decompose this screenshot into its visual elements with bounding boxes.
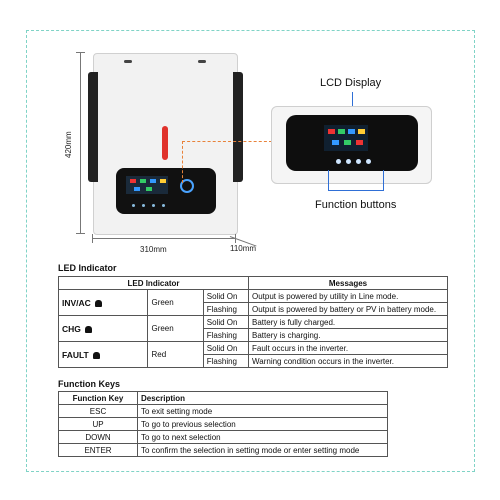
led-state: Flashing [203,329,248,342]
led-state: Flashing [203,355,248,368]
led-name: INV/AC [62,297,91,308]
function-description: To confirm the selection in setting mode or enter setting mode [138,444,388,457]
function-key: DOWN [59,431,138,444]
mount-slot [198,60,206,63]
function-description: To exit setting mode [138,405,388,418]
led-color: Green [148,316,203,342]
description-header: Description [138,392,388,405]
function-keys-table [58,391,388,457]
button-dot [162,204,165,207]
led-message: Output is powered by utility in Line mode. [249,290,448,303]
led-name-cell [59,342,148,368]
callout-leader-horizontal [182,141,272,142]
mount-slot [124,60,132,63]
led-indicator-header: LED Indicator [59,277,249,290]
button-dot [142,204,145,207]
led-name-cell [59,290,148,316]
function-key: ESC [59,405,138,418]
button-dot [152,204,155,207]
led-table [58,276,448,368]
enter-key-icon [366,159,371,164]
led-message: Output is powered by battery or PV in battery mode. [249,303,448,316]
function-description: To go to next selection [138,431,388,444]
callout-panel-face [286,115,418,171]
led-state: Solid On [203,290,248,303]
function-key-header: Function Key [59,392,138,405]
height-label: 420mm [64,131,73,158]
led-message: Fault occurs in the inverter. [249,342,448,355]
led-name: CHG [62,323,81,334]
led-name-cell [59,316,148,342]
bell-icon [95,300,102,307]
depth-label: 110mm [230,244,257,253]
function-buttons-label: Function buttons [315,199,397,211]
up-key-icon [346,159,351,164]
right-side-cap [233,72,243,182]
led-color: Green [148,290,203,316]
led-section-title: LED Indicator [58,263,117,273]
function-description: To go to previous selection [138,418,388,431]
led-state: Solid On [203,316,248,329]
control-panel [116,168,216,214]
led-color: Red [148,342,203,368]
bell-icon [93,352,100,359]
down-key-icon [356,159,361,164]
function-key: UP [59,418,138,431]
callout-lcd-screen [324,125,368,151]
messages-header: Messages [249,277,448,290]
led-message: Battery is charging. [249,329,448,342]
led-state: Flashing [203,303,248,316]
function-key: ENTER [59,444,138,457]
left-side-cap [88,72,98,182]
lcd-display-label: LCD Display [320,77,382,89]
led-name: FAULT [62,349,89,360]
bell-icon [85,326,92,333]
inverter-illustration [93,53,238,235]
button-dot [132,204,135,207]
width-dimension-line [92,238,236,239]
height-dimension-line [80,52,81,234]
esc-key-icon [336,159,341,164]
red-light-bar [162,126,168,160]
led-state: Solid On [203,342,248,355]
function-keys-title: Function Keys [58,379,121,389]
led-message: Battery is fully charged. [249,316,448,329]
mini-lcd [126,176,168,194]
led-message: Warning condition occurs in the inverter. [249,355,448,368]
width-label: 310mm [140,245,167,254]
function-buttons-bracket [328,170,384,191]
callout-leader-vertical [182,141,183,183]
